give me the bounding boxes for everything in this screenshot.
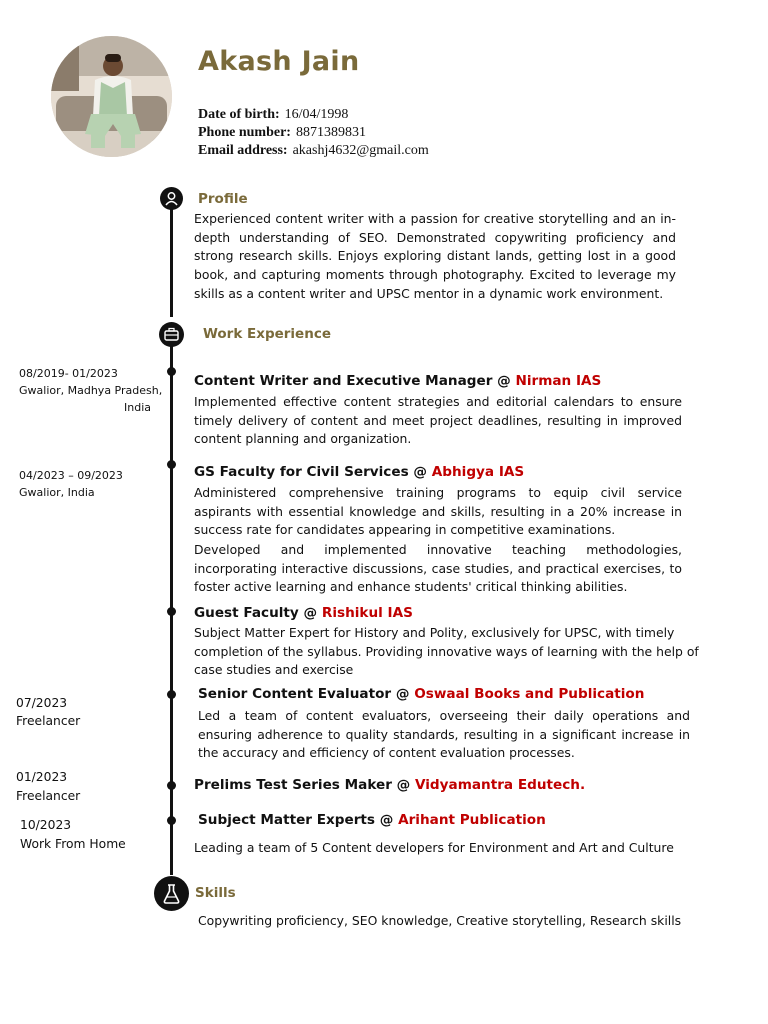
job-org: Abhigya IAS <box>431 464 525 480</box>
profile-text: Experienced content writer with a passion for creative storytelling and an in-depth understanding of SEO. Demonstrated copywriting proficiency and strong research skills. Enjoys exploring distant lands, getting lost in a good book, and capturing moments through photography. Excited to leverage my skills as a content writer and UPSC mentor in a dynamic work environment. <box>194 211 676 301</box>
job-date: 01/2023 <box>16 770 68 784</box>
profile-photo <box>51 36 172 157</box>
job-org: Vidyamantra Edutech. <box>414 777 586 793</box>
phone-row <box>198 125 366 141</box>
job-date: 10/2023 <box>20 818 72 832</box>
timeline-dot <box>167 460 176 469</box>
skills-text: Copywriting proficiency, SEO knowledge, Creative storytelling, Research skills <box>198 913 682 928</box>
job-role: Guest Faculty @ <box>194 605 322 621</box>
job-role: Content Writer and Executive Manager @ <box>194 373 516 389</box>
timeline-line-profile <box>170 205 173 317</box>
job-role: Senior Content Evaluator @ <box>198 686 415 702</box>
work-experience-title: Work Experience <box>203 326 331 342</box>
job-title <box>198 812 546 828</box>
job-org: Oswaal Books and Publication <box>414 686 645 702</box>
phone-label: Phone number: <box>198 125 291 140</box>
job-title <box>194 777 585 793</box>
timeline-dot <box>167 367 176 376</box>
timeline-dot <box>167 816 176 825</box>
profile-title: Profile <box>198 191 248 207</box>
job-location-country: India <box>124 401 151 414</box>
phone-value: 8871389831 <box>295 125 366 140</box>
timeline-dot <box>167 781 176 790</box>
job-description: Leading a team of 5 Content developers for Environment and Art and Culture <box>194 840 674 855</box>
email-row <box>198 143 429 159</box>
job-description: Subject Matter Expert for History and Polity, exclusively for UPSC, with timely completion of the syllabus. Providing innovative ways of learning with the help of case studies and exercise <box>194 625 699 678</box>
person-icon <box>160 187 183 210</box>
job-title <box>194 373 601 389</box>
candidate-name: Akash Jain <box>198 46 360 77</box>
dob-value: 16/04/1998 <box>284 107 349 122</box>
job-org: Rishikul IAS <box>321 605 413 621</box>
email-value: akashj4632@gmail.com <box>292 143 429 158</box>
job-date: 07/2023 <box>16 696 68 710</box>
job-description: Implemented effective content strategies and editorial calendars to ensure timely delivery of content and meet project deadlines, resulting in improved content planning and organization. <box>194 394 682 447</box>
job-description-2: Developed and implemented innovative teaching methodologies, incorporating interactive discussions, case studies, and practical exercises, to foster active learning and enhance students' critical thinking abilities. <box>194 542 682 595</box>
flask-icon <box>154 876 189 911</box>
dob-label: Date of birth: <box>198 107 280 122</box>
job-role: Prelims Test Series Maker @ <box>194 777 415 793</box>
skills-title: Skills <box>195 885 236 901</box>
job-location: Freelancer <box>16 789 81 803</box>
job-title <box>198 686 644 702</box>
job-org: Arihant Publication <box>398 812 546 828</box>
job-description: Administered comprehensive training programs to equip civil service aspirants with essential knowledge and skills, resulting in a 20% increase in success rate for candidates appearing in competitive examinations. <box>194 485 682 538</box>
job-location: Gwalior, Madhya Pradesh, <box>19 384 163 397</box>
job-date: 04/2023 – 09/2023 <box>19 469 123 482</box>
timeline-dot <box>167 607 176 616</box>
job-location: Work From Home <box>20 837 126 851</box>
job-role: Subject Matter Experts @ <box>198 812 399 828</box>
briefcase-icon <box>159 322 184 347</box>
job-description: Led a team of content evaluators, overseeing their daily operations and ensuring adherence to quality standards, resulting in a significant increase in the accuracy and efficiency of content evaluation processes. <box>198 708 690 761</box>
job-org: Nirman IAS <box>515 373 602 389</box>
timeline-dot <box>167 690 176 699</box>
job-title <box>194 464 524 480</box>
job-date: 08/2019- 01/2023 <box>19 367 118 380</box>
job-location: Gwalior, India <box>19 486 95 499</box>
job-title <box>194 605 413 621</box>
job-location: Freelancer <box>16 714 81 728</box>
email-label: Email address: <box>198 143 288 158</box>
job-role: GS Faculty for Civil Services @ <box>194 464 432 480</box>
dob-row <box>198 107 348 123</box>
